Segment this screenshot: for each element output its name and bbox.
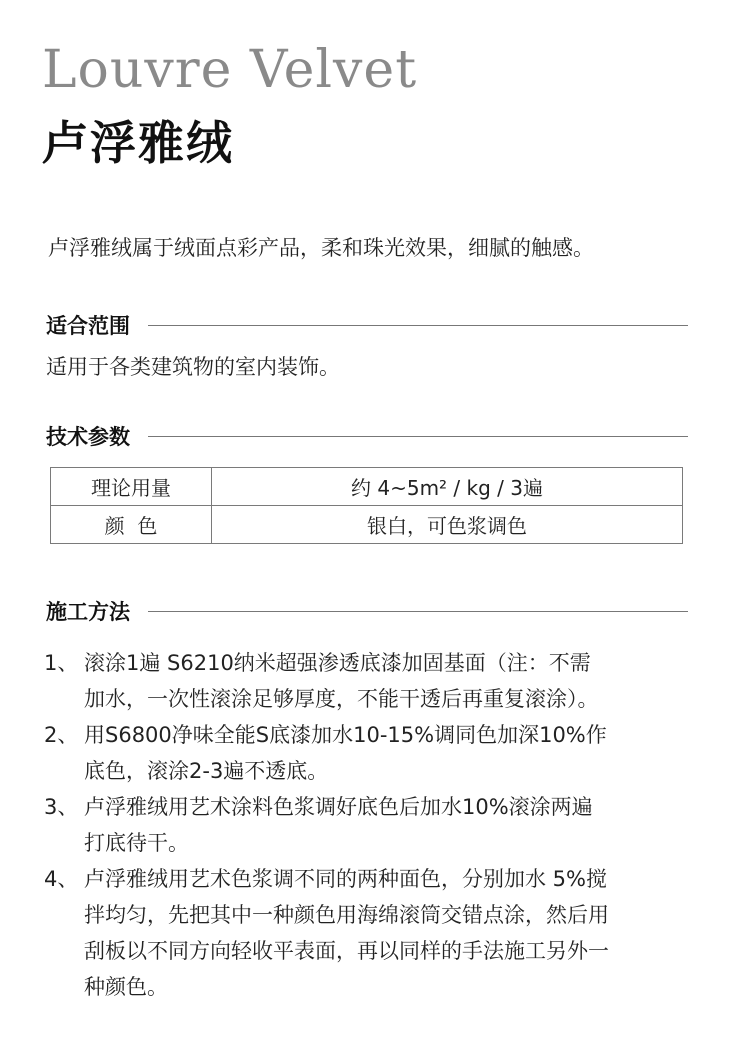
step-line: 种颜色。 — [84, 975, 168, 999]
method-steps — [44, 645, 704, 1005]
title-english: Louvre Velvet — [42, 40, 418, 100]
step-number: 3、 — [44, 795, 79, 819]
step-line: 打底待干。 — [84, 831, 189, 855]
step-line: 拌均匀，先把其中一种颜色用海绵滚筒交错点涂，然后用 — [84, 903, 609, 927]
param-key: 颜 色 — [51, 506, 212, 544]
intro-text: 卢浮雅绒属于绒面点彩产品，柔和珠光效果，细腻的触感。 — [48, 236, 594, 260]
step-line: 用S6800净味全能S底漆加水10-15%调同色加深10%作 — [84, 723, 607, 747]
scope-heading — [46, 310, 688, 340]
step-number: 4、 — [44, 867, 79, 891]
method-heading-label: 施工方法 — [46, 600, 130, 624]
step-number: 2、 — [44, 723, 79, 747]
scope-divider — [148, 325, 688, 326]
step-text — [84, 645, 704, 717]
tech-heading — [46, 421, 688, 451]
param-value: 银白，可色浆调色 — [212, 506, 683, 544]
step-text — [84, 717, 704, 789]
scope-heading-label: 适合范围 — [46, 314, 130, 338]
method-divider — [148, 611, 688, 612]
method-heading — [46, 596, 688, 626]
step-line: 卢浮雅绒用艺术涂料色浆调好底色后加水10%滚涂两遍 — [84, 795, 593, 819]
step-text — [84, 789, 704, 861]
scope-text: 适用于各类建筑物的室内装饰。 — [46, 355, 340, 379]
list-item — [44, 717, 704, 789]
list-item — [44, 789, 704, 861]
step-line: 滚涂1遍 S6210纳米超强渗透底漆加固基面（注：不需 — [84, 651, 591, 675]
step-text — [84, 861, 704, 1005]
step-line: 底色，滚涂2-3遍不透底。 — [84, 759, 329, 783]
list-item — [44, 861, 704, 1005]
tech-divider — [148, 436, 688, 437]
tech-heading-label: 技术参数 — [46, 425, 130, 449]
step-line: 卢浮雅绒用艺术色浆调不同的两种面色，分别加水 5%搅 — [84, 867, 607, 891]
step-line: 加水，一次性滚涂足够厚度，不能干透后再重复滚涂）。 — [84, 687, 599, 711]
step-number: 1、 — [44, 651, 79, 675]
table-row — [51, 468, 683, 506]
title-chinese: 卢浮雅绒 — [42, 116, 234, 170]
table-row — [51, 506, 683, 544]
step-line: 刮板以不同方向轻收平表面，再以同样的手法施工另外一 — [84, 939, 609, 963]
tech-params-table — [50, 467, 683, 544]
list-item — [44, 645, 704, 717]
param-key: 理论用量 — [51, 468, 212, 506]
param-value: 约 4~5m² / kg / 3遍 — [212, 468, 683, 506]
